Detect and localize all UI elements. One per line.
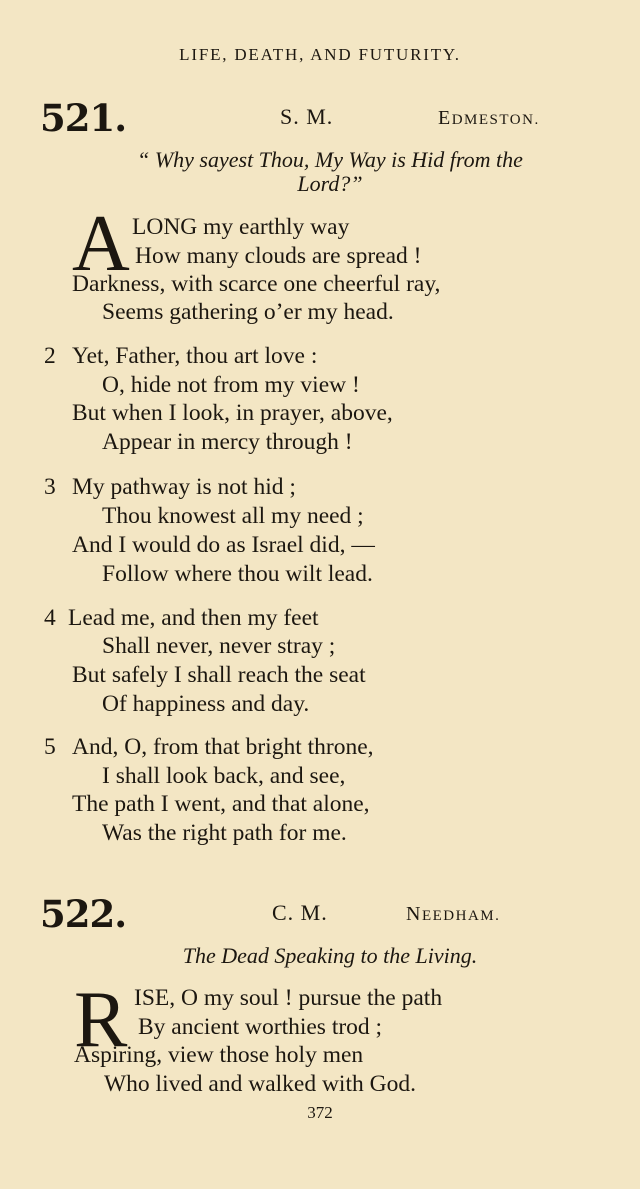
verse-line: By ancient worthies trod ; (138, 1014, 383, 1040)
stanza-number: 4 (44, 605, 56, 631)
hymn-subtitle-line-1: “ Why sayest Thou, My Way is Hid from the (137, 147, 523, 172)
hymn-tune (438, 104, 540, 134)
verse-line: Follow where thou wilt lead. (102, 561, 373, 587)
verse-line: I shall look back, and see, (102, 763, 346, 789)
verse-line: And, O, from that bright throne, (72, 734, 374, 760)
hymn-meter: S. M. (280, 104, 334, 129)
hymn-number: 522. (40, 892, 127, 936)
page-number: 372 (307, 1103, 333, 1122)
verse-line: ISE, O my soul ! pursue the path (134, 985, 443, 1011)
verse-line: My pathway is not hid ; (72, 474, 296, 500)
hymn-521-header (40, 96, 560, 140)
verse-line: Yet, Father, thou art love : (72, 343, 318, 369)
verse-line: Of happiness and day. (102, 691, 310, 717)
verse-line: Lead me, and then my feet (68, 605, 319, 631)
running-head: LIFE, DEATH, AND FUTURITY. (179, 45, 461, 64)
verse-line: Seems gathering o’er my head. (102, 299, 394, 325)
verse-line: Darkness, with scarce one cheerful ray, (72, 271, 441, 297)
hymn-number: 521. (40, 96, 127, 140)
verse-line: Aspiring, view those holy men (74, 1042, 364, 1068)
stanza-number: 5 (44, 734, 56, 760)
tune-rest: EEDHAM. (421, 908, 501, 924)
hymn-tune (406, 900, 500, 930)
tune-initial: E (438, 107, 452, 129)
hymn-meter: C. M. (272, 900, 328, 925)
drop-cap: A (72, 200, 130, 288)
drop-cap: R (74, 976, 128, 1064)
tune-initial: N (406, 903, 422, 925)
verse-line: O, hide not from my view ! (102, 372, 360, 398)
verse-line: Appear in mercy through ! (102, 429, 353, 455)
hymn-522-header (40, 892, 560, 936)
verse-line: Who lived and walked with God. (104, 1071, 416, 1097)
verse-line: Shall never, never stray ; (102, 633, 336, 659)
stanza-number: 3 (44, 474, 56, 500)
verse-line: And I would do as Israel did, — (72, 532, 375, 558)
verse-line: How many clouds are spread ! (135, 243, 422, 269)
hymn-subtitle-line-2: Lord?” (297, 171, 363, 196)
stanza-number: 2 (44, 343, 56, 369)
tune-rest: DMESTON. (451, 112, 540, 128)
verse-line: Thou knowest all my need ; (102, 503, 364, 529)
verse-line: LONG my earthly way (132, 214, 350, 240)
verse-line: The path I went, and that alone, (72, 791, 370, 817)
verse-line: Was the right path for me. (102, 820, 347, 846)
verse-line: But when I look, in prayer, above, (72, 400, 393, 426)
verse-line: But safely I shall reach the seat (72, 662, 366, 688)
hymn-subtitle-line-1: The Dead Speaking to the Living. (182, 943, 478, 968)
